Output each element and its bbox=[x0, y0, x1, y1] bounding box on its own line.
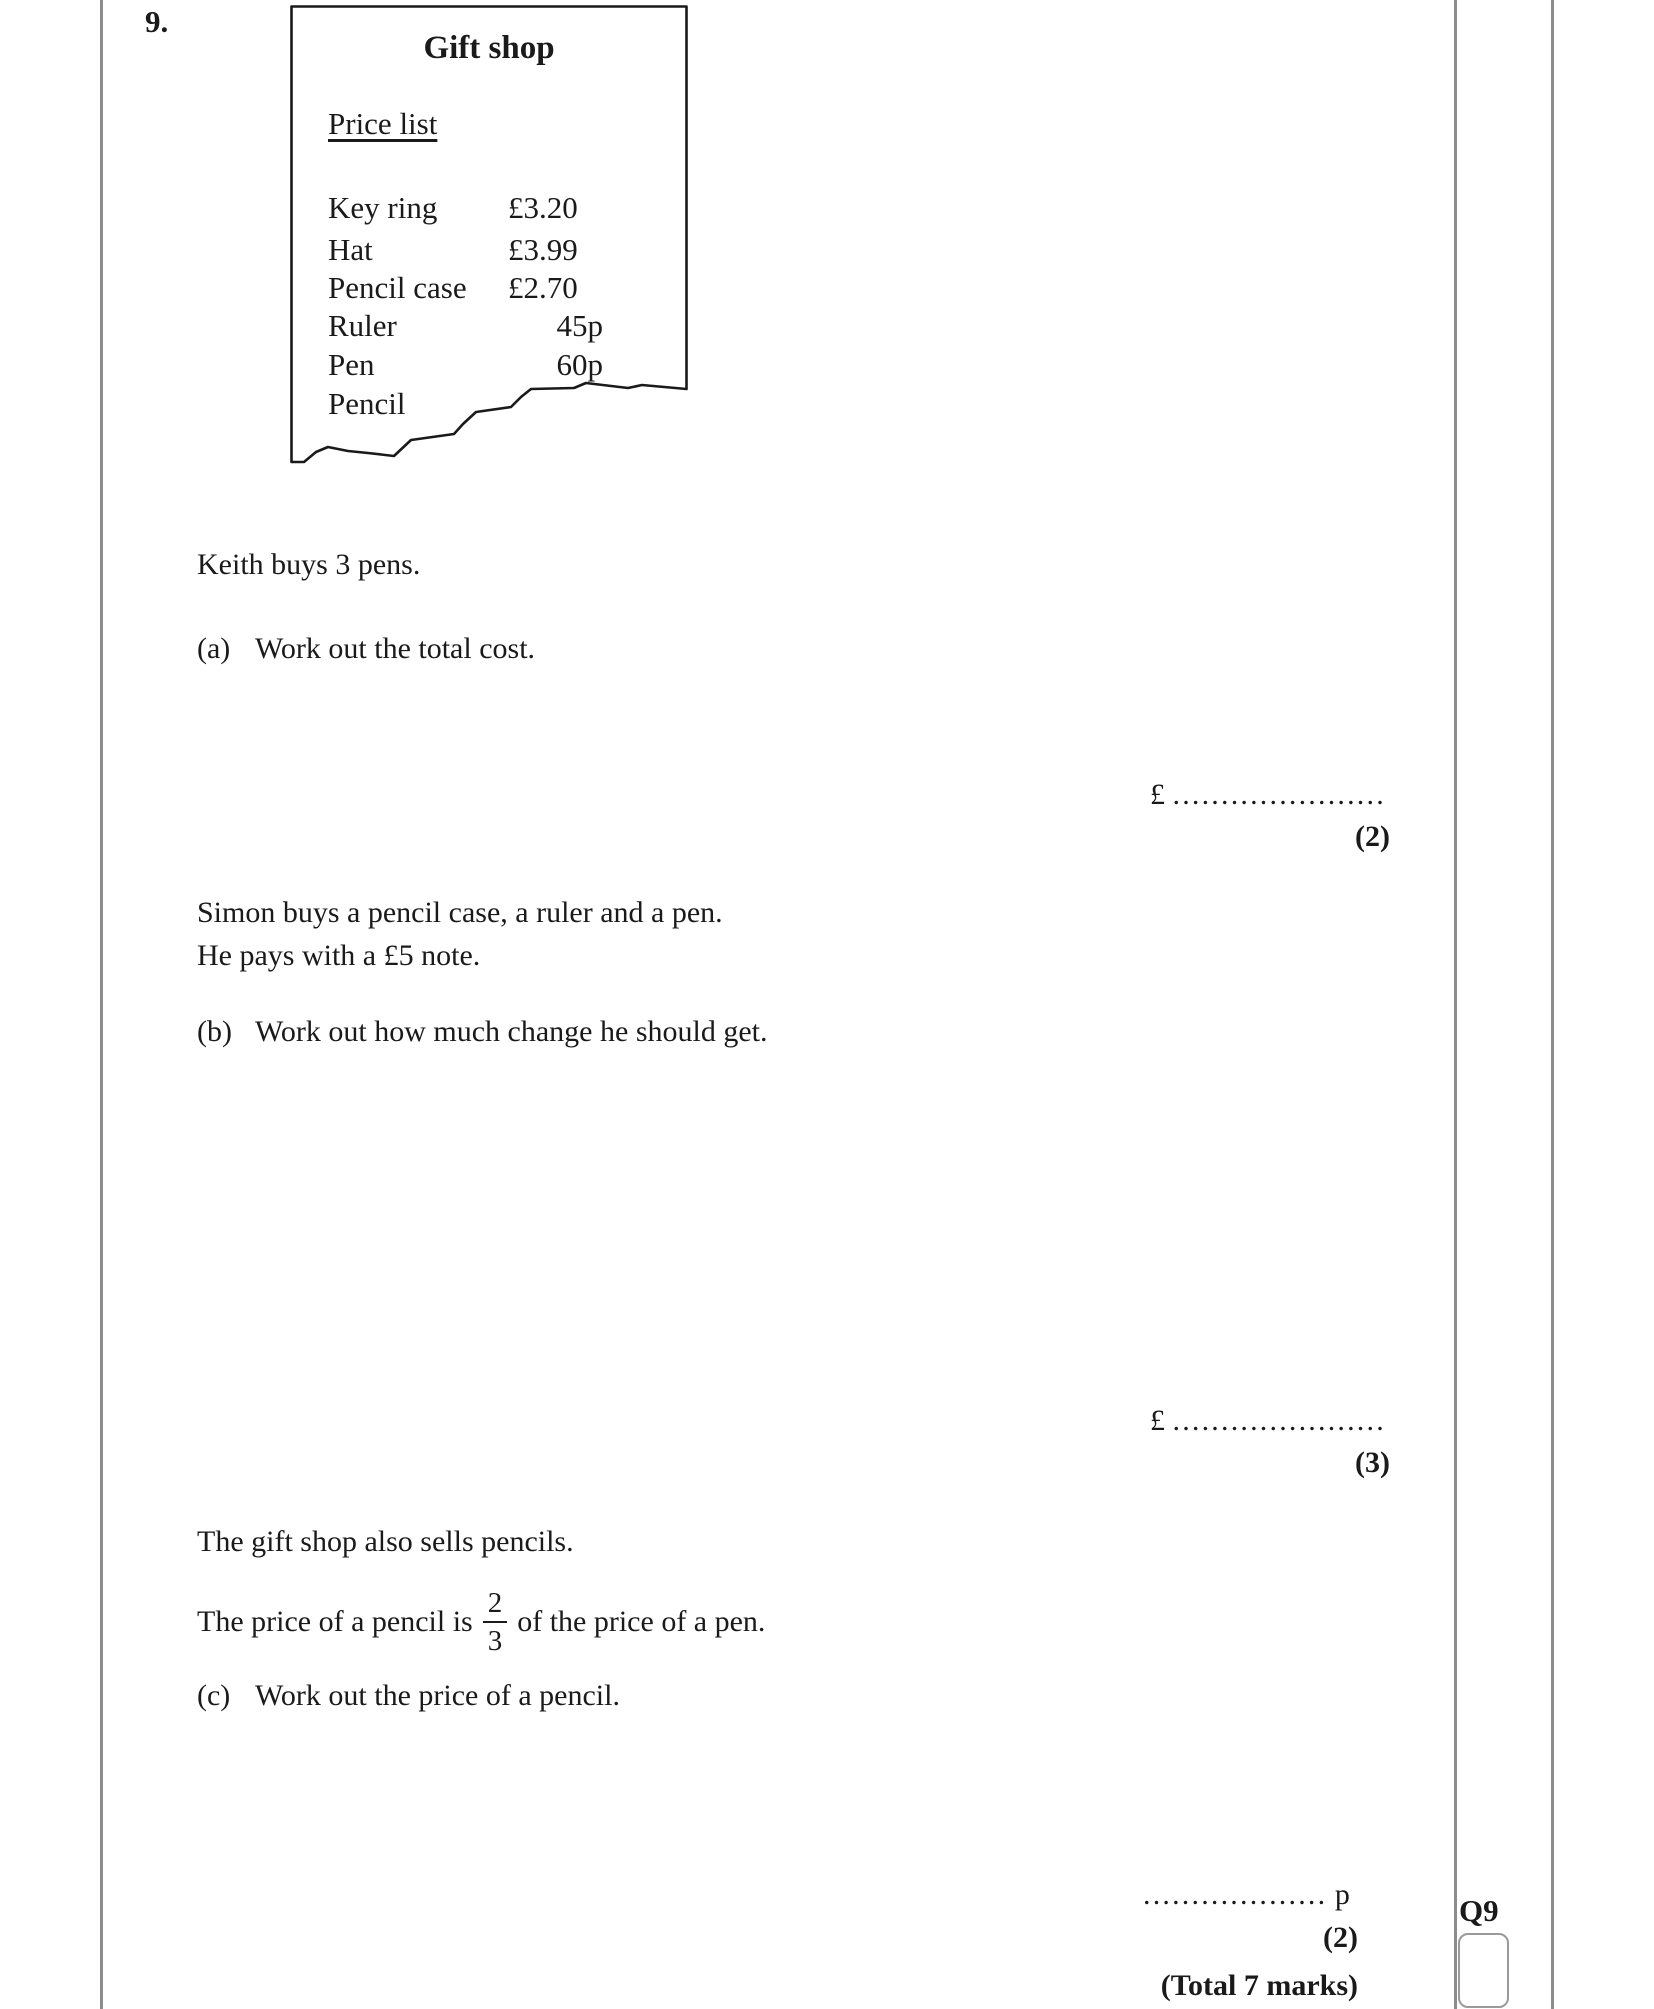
answer-a-dotted-line: ...................... bbox=[1172, 778, 1386, 811]
price-row bbox=[328, 347, 658, 385]
right-margin-line-inner bbox=[1454, 0, 1457, 2009]
statement-simon-2: He pays with a £5 note. bbox=[197, 939, 481, 972]
answer-line-c bbox=[1143, 1878, 1350, 1912]
right-margin-line-outer bbox=[1551, 0, 1554, 2009]
price-row bbox=[328, 386, 658, 424]
part-c-label: (c) bbox=[197, 1679, 231, 1712]
marks-b: (3) bbox=[1355, 1446, 1390, 1479]
item-name: Pencil case bbox=[328, 270, 467, 305]
item-price: 60p bbox=[556, 347, 603, 382]
price-row bbox=[328, 190, 658, 228]
item-price: £3.99 bbox=[508, 232, 578, 267]
item-price: £3.20 bbox=[508, 190, 578, 225]
fraction-denominator: 3 bbox=[487, 1625, 503, 1657]
answer-c-unit: p bbox=[1334, 1878, 1350, 1911]
item-name: Pen bbox=[328, 347, 375, 382]
left-margin-line bbox=[100, 0, 103, 2009]
item-name: Ruler bbox=[328, 308, 397, 343]
answer-b-dotted-line: ...................... bbox=[1172, 1404, 1386, 1437]
item-price: £2.70 bbox=[508, 270, 578, 305]
part-b-label: (b) bbox=[197, 1015, 232, 1048]
pencil-price-pre: The price of a pencil is bbox=[197, 1605, 473, 1638]
item-name: Key ring bbox=[328, 190, 438, 225]
part-c-text: Work out the price of a pencil. bbox=[255, 1679, 620, 1712]
part-a-text: Work out the total cost. bbox=[255, 632, 536, 665]
item-price: 45p bbox=[556, 308, 603, 343]
answer-b-currency: £ bbox=[1150, 1404, 1165, 1437]
part-b bbox=[197, 1014, 767, 1050]
part-a-label: (a) bbox=[197, 632, 231, 665]
price-card-title: Gift shop bbox=[423, 30, 555, 66]
price-row bbox=[328, 308, 658, 346]
marks-a: (2) bbox=[1355, 820, 1390, 853]
statement-keith: Keith buys 3 pens. bbox=[197, 548, 421, 581]
question-marker: Q9 bbox=[1459, 1893, 1499, 1928]
price-row bbox=[328, 270, 658, 308]
statement-pencil-price bbox=[197, 1578, 765, 1666]
statement-pencils: The gift shop also sells pencils. bbox=[197, 1525, 574, 1558]
mark-entry-box bbox=[1458, 1933, 1509, 2008]
item-name: Pencil bbox=[328, 386, 406, 421]
part-a bbox=[197, 631, 535, 667]
price-card-subtitle: Price list bbox=[328, 106, 438, 141]
part-b-text: Work out how much change he should get. bbox=[255, 1015, 768, 1048]
answer-c-dotted-line: ................... bbox=[1143, 1878, 1328, 1911]
part-c bbox=[197, 1678, 620, 1714]
marks-c: (2) bbox=[1323, 1921, 1358, 1954]
answer-line-a bbox=[1150, 778, 1386, 812]
statement-simon-1: Simon buys a pencil case, a ruler and a pen. bbox=[197, 896, 723, 929]
pencil-price-post: of the price of a pen. bbox=[517, 1605, 766, 1638]
fraction-two-thirds bbox=[483, 1587, 508, 1658]
price-list-card bbox=[290, 5, 688, 470]
total-marks: (Total 7 marks) bbox=[1160, 1969, 1358, 2002]
answer-a-currency: £ bbox=[1150, 778, 1165, 811]
item-name: Hat bbox=[328, 232, 373, 267]
price-row bbox=[328, 232, 658, 270]
fraction-numerator: 2 bbox=[483, 1587, 508, 1623]
question-number: 9. bbox=[145, 4, 169, 39]
answer-line-b bbox=[1150, 1404, 1386, 1438]
